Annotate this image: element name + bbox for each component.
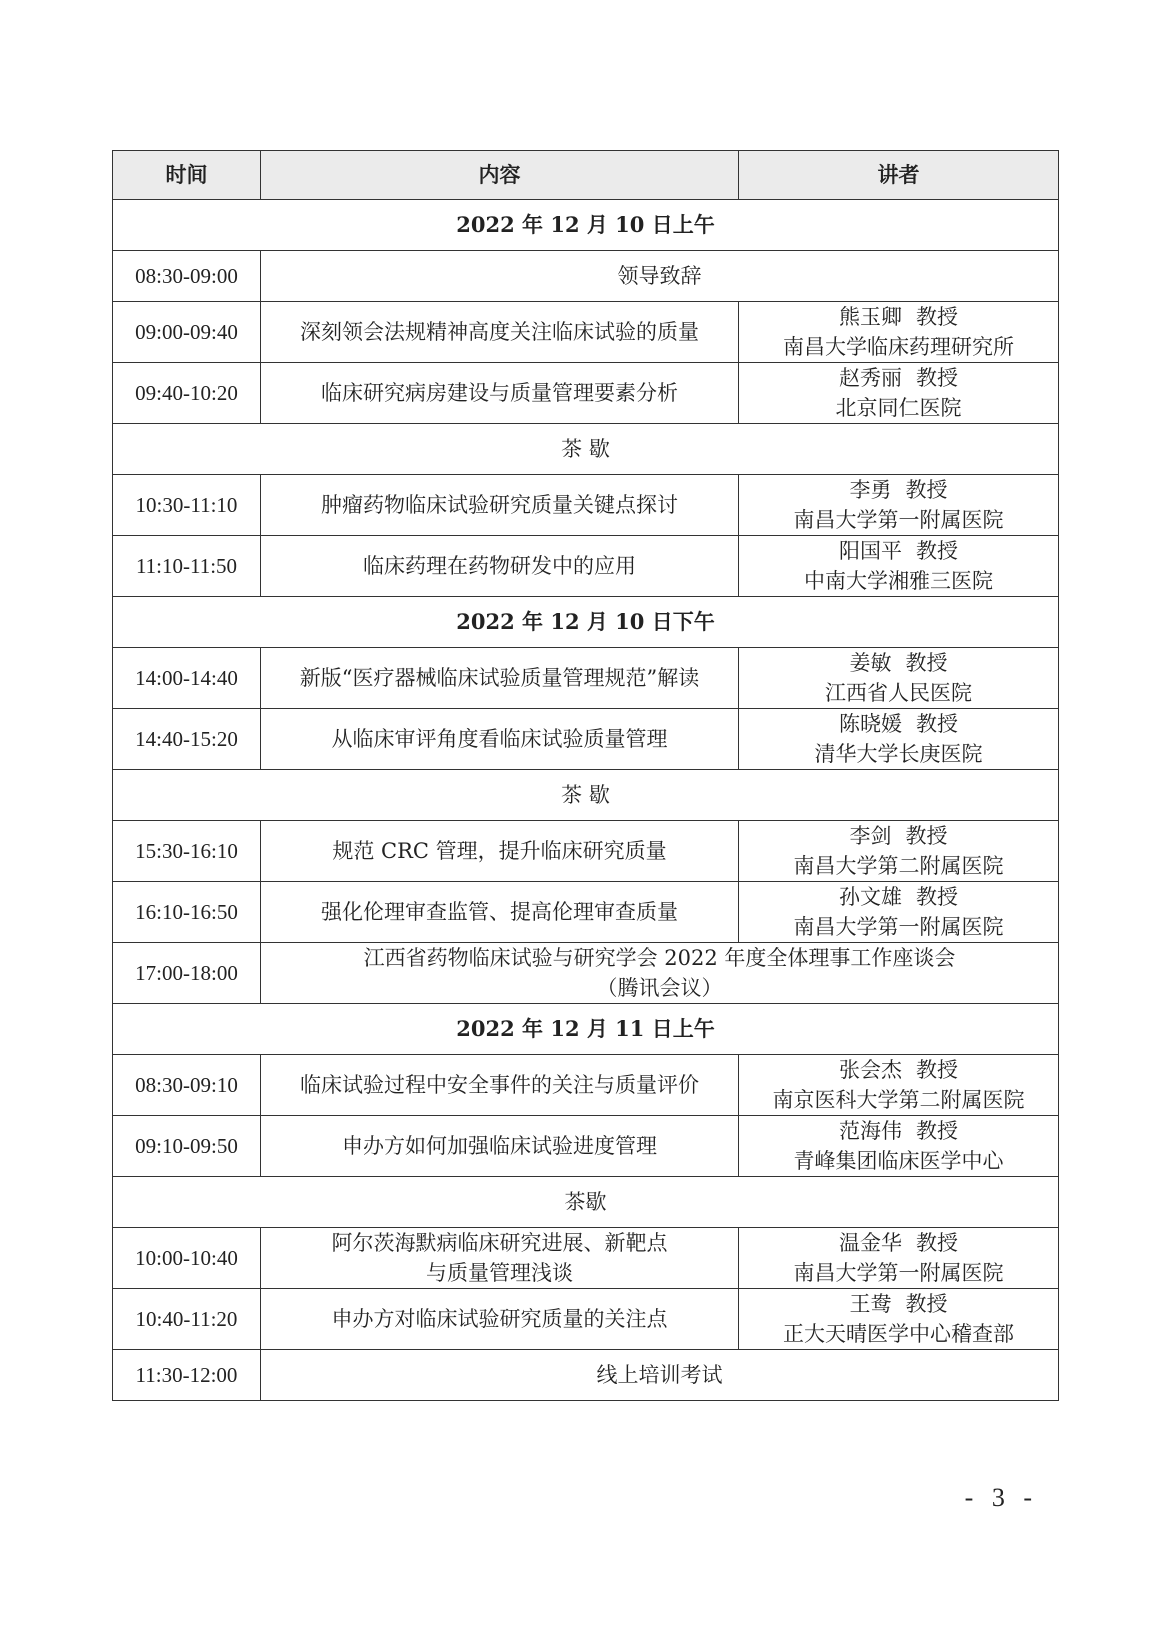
schedule-row (113, 1116, 1059, 1177)
schedule-table (112, 150, 1059, 1401)
speaker-org: 中南大学湘雅三医院 (804, 569, 993, 593)
topic-cell: 强化伦理审查监管、提高伦理审查质量 (261, 882, 739, 943)
speaker-cell (739, 882, 1059, 943)
speaker-name: 张会杰 (839, 1058, 902, 1082)
topic-cell: 新版“医疗器械临床试验质量管理规范”解读 (261, 648, 739, 709)
topic-cell: 申办方对临床试验研究质量的关注点 (261, 1289, 739, 1350)
speaker-title: 教授 (916, 1231, 958, 1255)
break-row (113, 424, 1059, 475)
speaker-name: 王鸯 (849, 1292, 892, 1316)
speaker-name: 陈晓媛 (839, 712, 902, 736)
speaker-name: 范海伟 (839, 1119, 902, 1143)
time-cell: 14:40-15:20 (113, 709, 261, 770)
speaker-title: 教授 (905, 1292, 948, 1316)
topic-cell: 从临床审评角度看临床试验质量管理 (261, 709, 739, 770)
speaker-cell (739, 536, 1059, 597)
schedule-row (113, 302, 1059, 363)
topic-line: 与质量管理浅谈 (426, 1261, 573, 1285)
speaker-cell (739, 648, 1059, 709)
time-cell: 10:00-10:40 (113, 1228, 261, 1289)
time-cell: 10:40-11:20 (113, 1289, 261, 1350)
session-row (113, 200, 1059, 251)
header-content: 内容 (261, 151, 739, 200)
page-number: - 3 - (964, 1483, 1038, 1512)
break-row (113, 770, 1059, 821)
time-cell: 16:10-16:50 (113, 882, 261, 943)
schedule-row (113, 475, 1059, 536)
session-label: 2022 年 12 月 10 日上午 (113, 200, 1059, 251)
speaker-cell (739, 709, 1059, 770)
topic-cell: 规范 CRC 管理，提升临床研究质量 (261, 821, 739, 882)
session-row (113, 597, 1059, 648)
session-row (113, 1004, 1059, 1055)
time-cell: 11:10-11:50 (113, 536, 261, 597)
topic-cell: 申办方如何加强临床试验进度管理 (261, 1116, 739, 1177)
header-speaker: 讲者 (739, 151, 1059, 200)
break-row (113, 1177, 1059, 1228)
speaker-cell (739, 363, 1059, 424)
topic-cell: 临床试验过程中安全事件的关注与质量评价 (261, 1055, 739, 1116)
speaker-cell (739, 302, 1059, 363)
session-label: 2022 年 12 月 11 日上午 (113, 1004, 1059, 1055)
time-cell: 08:30-09:10 (113, 1055, 261, 1116)
speaker-title: 教授 (916, 1058, 958, 1082)
speaker-org: 南昌大学第二附属医院 (793, 854, 1004, 878)
time-cell: 08:30-09:00 (113, 251, 261, 302)
speaker-org: 江西省人民医院 (825, 681, 972, 705)
speaker-title: 教授 (916, 539, 958, 563)
topic-cell (261, 1228, 739, 1289)
topic-cell: 肿瘤药物临床试验研究质量关键点探讨 (261, 475, 739, 536)
time-cell: 10:30-11:10 (113, 475, 261, 536)
time-cell: 09:40-10:20 (113, 363, 261, 424)
speaker-name: 阳国平 (839, 539, 902, 563)
speaker-cell (739, 1228, 1059, 1289)
schedule-row (113, 1228, 1059, 1289)
speaker-org: 南昌大学第一附属医院 (793, 915, 1004, 939)
schedule-row (113, 536, 1059, 597)
speaker-cell (739, 821, 1059, 882)
speaker-org: 南昌大学第一附属医院 (793, 1261, 1004, 1285)
schedule-row (113, 648, 1059, 709)
schedule-row (113, 709, 1059, 770)
speaker-org: 南昌大学第一附属医院 (793, 508, 1004, 532)
content-cell: 领导致辞 (261, 251, 1059, 302)
speaker-title: 教授 (916, 712, 958, 736)
time-cell: 09:00-09:40 (113, 302, 261, 363)
speaker-cell (739, 1289, 1059, 1350)
content-line: 江西省药物临床试验与研究学会 2022 年度全体理事工作座谈会 (363, 946, 956, 970)
speaker-name: 姜敏 (849, 651, 892, 675)
speaker-org: 清华大学长庚医院 (814, 742, 983, 766)
time-cell: 09:10-09:50 (113, 1116, 261, 1177)
speaker-org: 正大天晴医学中心稽查部 (783, 1322, 1014, 1346)
break-label: 茶歇 (113, 1177, 1059, 1228)
speaker-name: 熊玉卿 (839, 305, 902, 329)
session-label: 2022 年 12 月 10 日下午 (113, 597, 1059, 648)
schedule-row (113, 251, 1059, 302)
speaker-cell (739, 1055, 1059, 1116)
content-cell: 线上培训考试 (261, 1350, 1059, 1401)
speaker-name: 孙文雄 (839, 885, 902, 909)
content-line: （腾讯会议） (596, 976, 723, 1000)
speaker-org: 北京同仁医院 (835, 396, 962, 420)
speaker-cell (739, 475, 1059, 536)
time-cell: 17:00-18:00 (113, 943, 261, 1004)
header-time: 时间 (113, 151, 261, 200)
schedule-row (113, 1350, 1059, 1401)
schedule-row (113, 1055, 1059, 1116)
time-cell: 15:30-16:10 (113, 821, 261, 882)
speaker-title: 教授 (905, 651, 948, 675)
speaker-name: 李勇 (849, 478, 892, 502)
schedule-row (113, 821, 1059, 882)
content-cell (261, 943, 1059, 1004)
schedule-row (113, 943, 1059, 1004)
schedule-row (113, 1289, 1059, 1350)
time-cell: 11:30-12:00 (113, 1350, 261, 1401)
speaker-title: 教授 (916, 305, 958, 329)
schedule-row (113, 363, 1059, 424)
topic-cell: 临床药理在药物研发中的应用 (261, 536, 739, 597)
speaker-title: 教授 (916, 1119, 958, 1143)
speaker-title: 教授 (905, 478, 948, 502)
speaker-name: 赵秀丽 (839, 366, 902, 390)
header-row (113, 151, 1059, 200)
speaker-org: 南京医科大学第二附属医院 (772, 1088, 1025, 1112)
schedule-row (113, 882, 1059, 943)
speaker-org: 南昌大学临床药理研究所 (783, 335, 1014, 359)
speaker-cell (739, 1116, 1059, 1177)
topic-line: 阿尔茨海默病临床研究进展、新靶点 (331, 1231, 668, 1255)
speaker-title: 教授 (905, 824, 948, 848)
break-label: 茶 歇 (113, 770, 1059, 821)
speaker-title: 教授 (916, 885, 958, 909)
time-cell: 14:00-14:40 (113, 648, 261, 709)
break-label: 茶 歇 (113, 424, 1059, 475)
topic-cell: 深刻领会法规精神高度关注临床试验的质量 (261, 302, 739, 363)
speaker-org: 青峰集团临床医学中心 (793, 1149, 1004, 1173)
speaker-name: 温金华 (839, 1231, 902, 1255)
speaker-title: 教授 (916, 366, 958, 390)
topic-cell: 临床研究病房建设与质量管理要素分析 (261, 363, 739, 424)
speaker-name: 李剑 (849, 824, 892, 848)
